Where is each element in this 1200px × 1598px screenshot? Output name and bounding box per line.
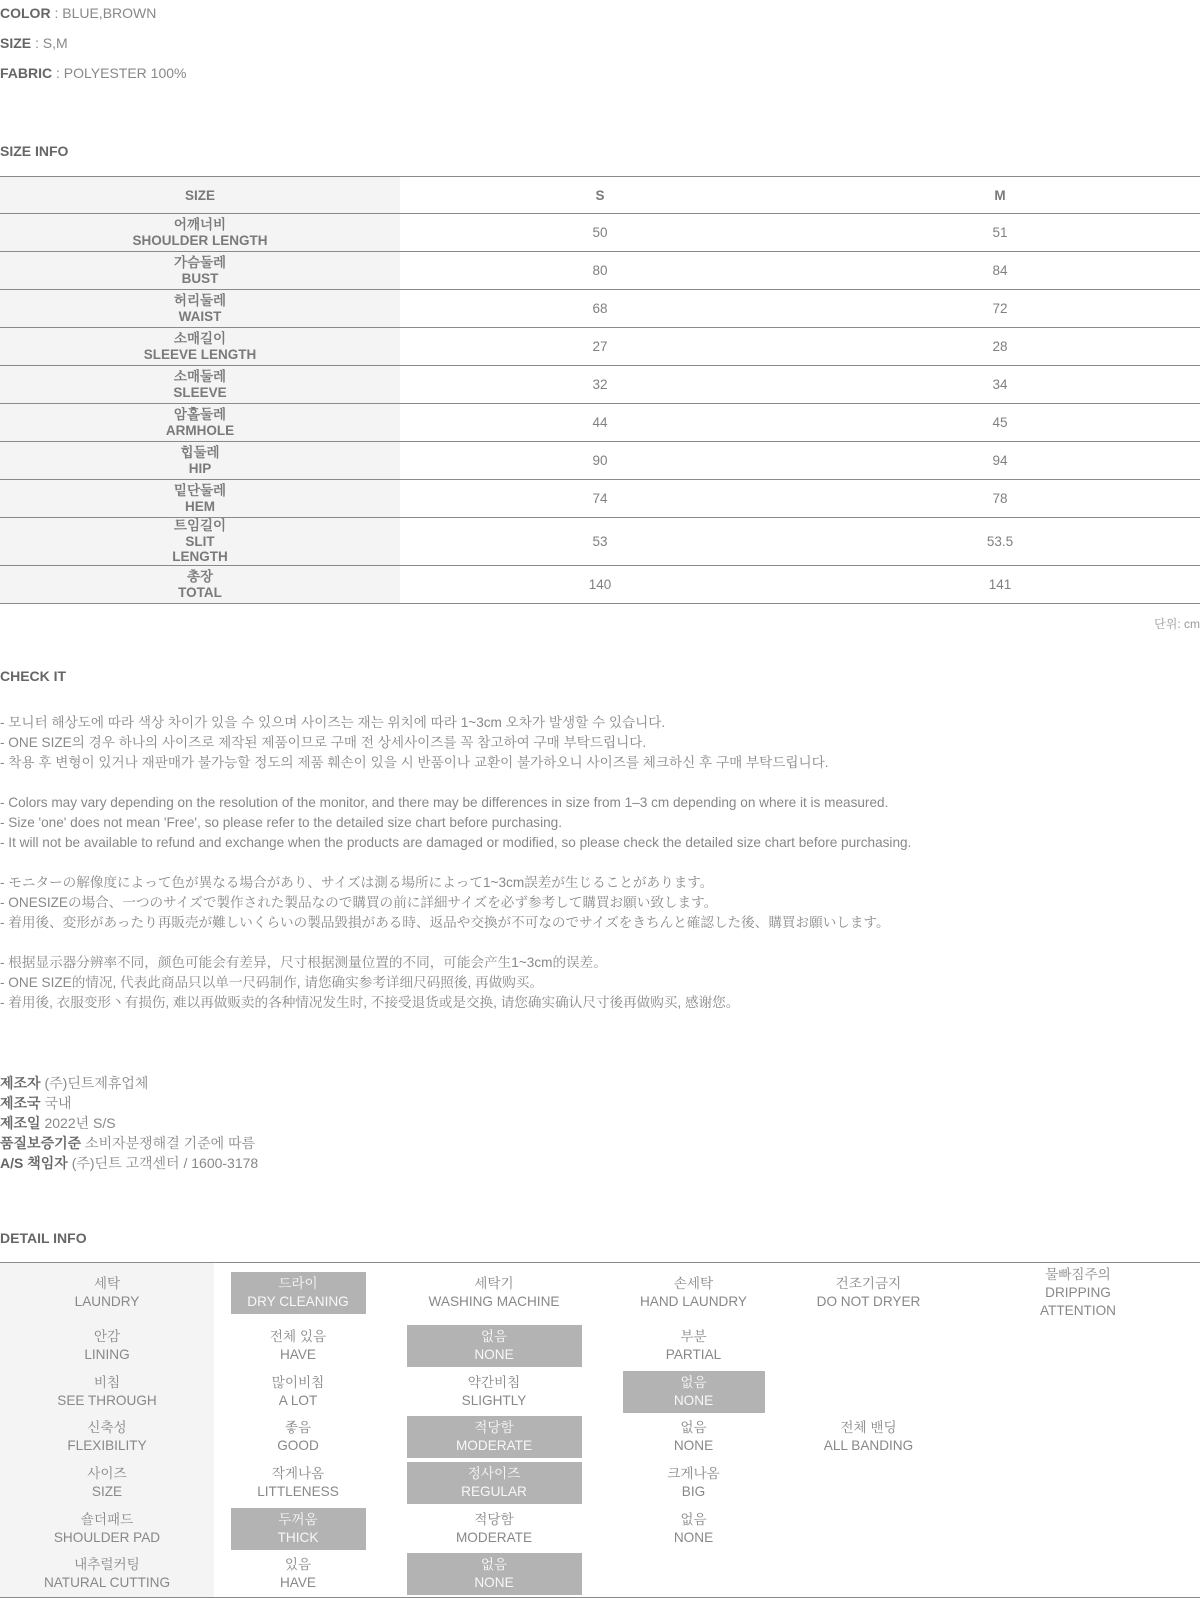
detail-option-en: WASHING MACHINE <box>428 1294 560 1309</box>
detail-table <box>0 1263 1200 1598</box>
detail-cell <box>781 1551 956 1597</box>
size-row-label-en: ARMHOLE <box>165 422 235 438</box>
spec-sep: : <box>50 5 63 21</box>
detail-row <box>0 1323 1200 1369</box>
size-row <box>0 518 1200 566</box>
detail-option <box>231 1416 366 1458</box>
size-value-m: 28 <box>992 339 1008 354</box>
spec-label: FABRIC <box>0 65 53 81</box>
size-value-m: 78 <box>992 491 1008 506</box>
size-info-title: SIZE INFO <box>0 143 69 159</box>
detail-cell <box>382 1460 606 1506</box>
size-value-s: 74 <box>592 491 608 506</box>
detail-option-en: DO NOT DRYER <box>816 1294 921 1309</box>
detail-cell <box>382 1551 606 1597</box>
detail-label-ko: 내추럴커팅 <box>74 1557 140 1573</box>
unit-note: 단위: cm <box>1154 617 1200 631</box>
detail-cell <box>214 1551 382 1597</box>
check-it-line: - 모니터 해상도에 따라 색상 차이가 있을 수 있으며 사이즈는 재는 위치에 따라 1~3cm 오차가 발생할 수 있습니다. <box>0 715 666 730</box>
detail-option-ko: 세탁기 <box>474 1276 514 1291</box>
size-value-m: 141 <box>988 577 1012 592</box>
spec-value: POLYESTER 100% <box>63 65 187 81</box>
size-row <box>0 290 1200 328</box>
size-row-label <box>0 566 400 604</box>
detail-row-label <box>0 1369 214 1415</box>
size-row-label-ko: 가슴둘레 <box>173 255 227 270</box>
size-row-label <box>0 328 400 366</box>
spec-fabric <box>0 65 186 81</box>
spec-size <box>0 35 68 51</box>
size-row-label-en: TOTAL <box>178 584 222 600</box>
manufacturer-row <box>0 1073 258 1093</box>
manufacturer-value: 소비자분쟁해결 기준에 따름 <box>81 1135 256 1151</box>
detail-cell <box>781 1506 956 1552</box>
detail-option <box>798 1416 940 1458</box>
detail-cell <box>781 1414 956 1460</box>
detail-option-ko: 약간비침 <box>467 1374 521 1390</box>
spec-color <box>0 5 156 21</box>
size-value-s: 68 <box>592 301 608 316</box>
size-row-label-ko: 소매둘레 <box>173 369 227 384</box>
size-row-label <box>0 214 400 252</box>
detail-option-ko: 적당함 <box>474 1420 514 1436</box>
size-table-header <box>0 177 1200 214</box>
detail-option-en: PARTIAL <box>665 1346 722 1362</box>
check-it-line: - 着用後、変形があったり再販売が難しいくらいの製品毀損がある時、返品や交換が不可なのでサイズをきちんと確認した後、購買お願いします。 <box>0 915 890 930</box>
detail-option-ko: 전체 있음 <box>269 1328 327 1344</box>
size-row-label-ko: 허리둘레 <box>173 293 227 308</box>
detail-option <box>407 1371 582 1413</box>
size-row-label-ko: 힙둘레 <box>180 445 220 460</box>
notes-spacer <box>0 933 1200 953</box>
manufacturer-info <box>0 1073 258 1173</box>
manufacturer-value: 국내 <box>40 1095 72 1111</box>
detail-label-ko: 안감 <box>93 1328 121 1344</box>
detail-option-selected <box>407 1416 582 1458</box>
manufacturer-value: (주)딘트제휴업체 <box>40 1075 149 1091</box>
detail-cell <box>956 1551 1200 1597</box>
check-it-line: - Size 'one' does not mean 'Free', so please refer to the detailed size chart before purchasing. <box>0 815 563 830</box>
size-row-label-ko: 어깨너비 <box>173 217 227 232</box>
detail-option-ko: 크게나옴 <box>667 1465 720 1481</box>
size-row <box>0 480 1200 518</box>
detail-row-label <box>0 1323 214 1369</box>
size-row <box>0 442 1200 480</box>
detail-option-en: SLIGHTLY <box>461 1392 527 1408</box>
detail-row-label <box>0 1551 214 1597</box>
size-row-label-en: HEM <box>185 498 215 514</box>
detail-cell <box>956 1414 1200 1460</box>
detail-option-en: NONE <box>474 1346 514 1362</box>
detail-option-ko: 물빠짐주의 <box>1045 1267 1111 1282</box>
size-row-label-ko: 트임길이 <box>173 518 227 534</box>
detail-option-ko: 없음 <box>480 1557 508 1573</box>
detail-label-en: SIZE <box>91 1483 123 1499</box>
size-value-s: 50 <box>592 225 608 240</box>
detail-option-en: DRIPPING ATTENTION <box>1039 1285 1117 1318</box>
detail-option-ko: 드라이 <box>278 1276 318 1291</box>
check-it-line: - 착용 후 변형이 있거나 재판매가 불가능할 정도의 제품 훼손이 있을 시 반품이나 교환이 불가하오니 사이즈를 체크하신 후 구매 부탁드립니다. <box>0 755 829 770</box>
detail-option-ko: 좋음 <box>284 1420 312 1436</box>
size-row-label <box>0 290 400 328</box>
size-value-m: 94 <box>992 453 1008 468</box>
notes-spacer <box>0 853 1200 873</box>
manufacturer-row <box>0 1113 258 1133</box>
size-value-m: 34 <box>992 377 1008 392</box>
check-it-line: - ONE SIZE의 경우 하나의 사이즈로 제작된 제품이므로 구매 전 상세사이즈를 꼭 참고하여 구매 부탁드립니다. <box>0 735 647 750</box>
detail-option-ko: 없음 <box>680 1374 707 1390</box>
detail-option-ko: 정사이즈 <box>467 1465 521 1481</box>
detail-row-label <box>0 1506 214 1552</box>
detail-cell <box>956 1263 1200 1323</box>
detail-option-selected <box>407 1325 582 1367</box>
detail-option-en: MODERATE <box>455 1438 533 1454</box>
size-value-m: 72 <box>992 301 1008 316</box>
detail-row <box>0 1369 1200 1415</box>
size-row <box>0 328 1200 366</box>
size-value-s: 44 <box>592 415 608 430</box>
detail-row-label <box>0 1414 214 1460</box>
manufacturer-label: A/S 책임자 <box>0 1155 68 1171</box>
spec-label: SIZE <box>0 35 32 51</box>
detail-label-en: FLEXIBILITY <box>67 1438 147 1454</box>
detail-label-ko: 세탁 <box>93 1276 121 1291</box>
detail-cell <box>214 1263 382 1323</box>
size-row-label-ko: 밑단둘레 <box>173 483 227 498</box>
size-row <box>0 404 1200 442</box>
size-row-label-ko: 암홀둘레 <box>173 407 227 422</box>
size-row <box>0 214 1200 252</box>
detail-option-en: LITTLENESS <box>257 1483 339 1499</box>
detail-cell <box>214 1414 382 1460</box>
detail-row <box>0 1460 1200 1506</box>
size-value-s: 140 <box>588 577 612 592</box>
detail-option-selected <box>623 1371 765 1413</box>
manufacturer-label: 품질보증기준 <box>0 1135 82 1151</box>
detail-cell <box>214 1323 382 1369</box>
detail-row-label <box>0 1460 214 1506</box>
size-value-s: 27 <box>592 339 608 354</box>
manufacturer-row <box>0 1093 258 1113</box>
detail-cell <box>781 1263 956 1323</box>
size-row-label-ko: 총장 <box>186 569 214 584</box>
detail-label-en: LAUNDRY <box>74 1294 140 1309</box>
manufacturer-label: 제조국 <box>0 1095 41 1111</box>
detail-option-en: NONE <box>673 1438 714 1454</box>
detail-label-en: SHOULDER PAD <box>53 1529 161 1545</box>
detail-option <box>1007 1263 1149 1323</box>
spec-value: BLUE,BROWN <box>62 5 157 21</box>
size-row-label-en: SLEEVE <box>173 384 227 400</box>
size-row-label-en: HIP <box>188 460 212 476</box>
check-it-line: - ONE SIZE的情况, 代表此商品只以单一尺码制作, 请您确实参考详细尺码照後, 再做购买。 <box>0 975 544 990</box>
detail-option <box>623 1325 765 1367</box>
check-it-line: - 着用後, 衣服变形丶有损伤, 难以再做贩卖的各种情况发生时, 不接受退货或是交换, 请您确实确认尺寸後再做购买, 感谢您。 <box>0 995 740 1010</box>
check-it-line: - Colors may vary depending on the resolution of the monitor, and there may be differences in size from 1–3 cm depending on where it is measured. <box>0 795 889 810</box>
detail-cell <box>956 1460 1200 1506</box>
spec-value: S,M <box>42 35 68 51</box>
detail-option-ko: 손세탁 <box>673 1276 714 1291</box>
detail-option <box>623 1462 765 1504</box>
detail-option-en: BIG <box>681 1483 706 1499</box>
detail-cell <box>382 1414 606 1460</box>
detail-option-en: HAVE <box>279 1346 316 1362</box>
spec-sep: : <box>31 35 43 51</box>
detail-label-ko: 사이즈 <box>87 1465 127 1481</box>
detail-option-en: NONE <box>474 1575 514 1591</box>
size-row-label <box>0 366 400 404</box>
detail-option-selected <box>231 1272 366 1314</box>
size-header-s: S <box>595 187 605 203</box>
detail-cell <box>214 1460 382 1506</box>
size-row-label <box>0 480 400 518</box>
detail-option-en: REGULAR <box>461 1483 527 1499</box>
detail-option-ko: 없음 <box>480 1328 508 1344</box>
detail-option-ko: 적당함 <box>474 1511 514 1527</box>
manufacturer-label: 제조일 <box>0 1115 41 1131</box>
size-row-label-en: SHOULDER LENGTH <box>132 232 268 248</box>
manufacturer-row <box>0 1153 258 1173</box>
size-row-label-ko: 소매길이 <box>173 331 227 346</box>
detail-option <box>407 1272 582 1314</box>
check-it-line: - 根据显示器分辨率不同，颜色可能会有差异，尺寸根据测量位置的不同，可能会产生1~3cm的误差。 <box>0 955 607 970</box>
size-value-s: 90 <box>592 453 608 468</box>
spec-sep: : <box>52 65 64 81</box>
detail-info-title: DETAIL INFO <box>0 1230 87 1246</box>
detail-option-ko: 건조기금지 <box>835 1276 902 1291</box>
detail-option-en: HAND LAUNDRY <box>639 1294 747 1309</box>
detail-option-selected <box>407 1553 582 1595</box>
detail-cell <box>382 1369 606 1415</box>
notes-spacer <box>0 773 1200 793</box>
detail-label-en: NATURAL CUTTING <box>43 1575 171 1591</box>
detail-option <box>231 1462 366 1504</box>
detail-row-label <box>0 1263 214 1323</box>
size-row-label <box>0 442 400 480</box>
detail-option-en: HAVE <box>279 1575 316 1591</box>
detail-row <box>0 1551 1200 1597</box>
size-value-s: 32 <box>592 377 608 392</box>
detail-option-ko: 없음 <box>680 1420 707 1436</box>
detail-label-ko: 비침 <box>93 1374 121 1390</box>
size-value-m: 51 <box>992 225 1008 240</box>
detail-label-en: SEE THROUGH <box>57 1392 157 1408</box>
detail-option-ko: 부분 <box>680 1328 707 1344</box>
detail-label-ko: 신축성 <box>87 1420 127 1436</box>
check-it-title: CHECK IT <box>0 668 67 684</box>
detail-cell <box>606 1323 781 1369</box>
detail-option <box>798 1272 940 1314</box>
size-header-label: SIZE <box>0 177 400 214</box>
detail-label-en: LINING <box>84 1346 130 1362</box>
detail-cell <box>956 1369 1200 1415</box>
detail-option-selected <box>407 1462 582 1504</box>
size-row-label-en: SLEEVE LENGTH <box>143 346 257 362</box>
detail-cell <box>781 1369 956 1415</box>
size-row-label-en: WAIST <box>178 308 222 324</box>
detail-option <box>231 1325 366 1367</box>
detail-cell <box>606 1551 781 1597</box>
detail-cell <box>606 1369 781 1415</box>
detail-option-en: A LOT <box>278 1392 318 1408</box>
detail-option-ko: 없음 <box>680 1511 707 1527</box>
size-row <box>0 252 1200 290</box>
detail-option-en: GOOD <box>277 1438 319 1454</box>
detail-option <box>231 1371 366 1413</box>
manufacturer-label: 제조자 <box>0 1075 41 1091</box>
detail-cell <box>781 1460 956 1506</box>
detail-cell <box>781 1323 956 1369</box>
detail-cell <box>214 1369 382 1415</box>
detail-option <box>231 1553 366 1595</box>
size-value-m: 45 <box>992 415 1008 430</box>
detail-option-ko: 있음 <box>284 1557 312 1573</box>
detail-option-en: THICK <box>277 1529 319 1545</box>
size-row-label-en: SLIT LENGTH <box>172 533 228 565</box>
check-it-line: - モニターの解像度によって色が異なる場合があり、サイズは測る場所によって1~3cm誤差が生じることがあります。 <box>0 875 714 890</box>
detail-cell <box>606 1506 781 1552</box>
size-value-s: 53 <box>592 534 608 549</box>
manufacturer-row <box>0 1133 258 1153</box>
detail-option-ko: 많이비침 <box>271 1374 325 1390</box>
size-row <box>0 566 1200 604</box>
detail-option <box>407 1508 582 1550</box>
detail-option-en: NONE <box>673 1529 714 1545</box>
size-header-m: M <box>994 187 1006 203</box>
spec-label: COLOR <box>0 5 51 21</box>
detail-option-en: NONE <box>673 1392 714 1408</box>
size-value-m: 53.5 <box>986 534 1014 549</box>
detail-cell <box>606 1263 781 1323</box>
size-row <box>0 366 1200 404</box>
manufacturer-value: (주)딘트 고객센터 / 1600-3178 <box>67 1155 259 1171</box>
detail-option-ko: 작게나옴 <box>271 1465 325 1481</box>
detail-cell <box>382 1323 606 1369</box>
size-value-s: 80 <box>592 263 608 278</box>
size-row-label <box>0 518 400 566</box>
detail-option-en: DRY CLEANING <box>247 1294 349 1309</box>
detail-cell <box>606 1460 781 1506</box>
detail-row <box>0 1263 1200 1323</box>
detail-option-ko: 두꺼움 <box>278 1511 318 1527</box>
check-it-line: - ONESIZEの場合、一つのサイズで製作された製品なので購買の前に詳細サイズを必ず参考して購買お願い致します。 <box>0 895 718 910</box>
size-row-label-en: BUST <box>181 270 219 286</box>
detail-option <box>623 1508 765 1550</box>
size-value-m: 84 <box>992 263 1008 278</box>
detail-option-en: MODERATE <box>455 1529 533 1545</box>
size-row-label <box>0 252 400 290</box>
check-it-line: - It will not be available to refund and exchange when the products are damaged or modified, so please check the detailed size chart before purchasing. <box>0 835 912 850</box>
detail-cell <box>956 1506 1200 1552</box>
detail-cell <box>606 1414 781 1460</box>
detail-cell <box>214 1506 382 1552</box>
manufacturer-value: 2022년 S/S <box>40 1115 116 1131</box>
check-it-notes <box>0 713 1200 1013</box>
detail-row <box>0 1506 1200 1552</box>
detail-cell <box>956 1323 1200 1369</box>
detail-cell <box>382 1263 606 1323</box>
detail-option <box>623 1416 765 1458</box>
detail-option-selected <box>231 1508 366 1550</box>
size-row-label <box>0 404 400 442</box>
detail-row <box>0 1414 1200 1460</box>
detail-cell <box>382 1506 606 1552</box>
detail-option <box>623 1272 765 1314</box>
detail-label-ko: 숄더패드 <box>80 1511 134 1527</box>
detail-option-ko: 전체 밴딩 <box>840 1420 897 1436</box>
detail-option-en: ALL BANDING <box>823 1438 914 1454</box>
size-table <box>0 176 1200 604</box>
